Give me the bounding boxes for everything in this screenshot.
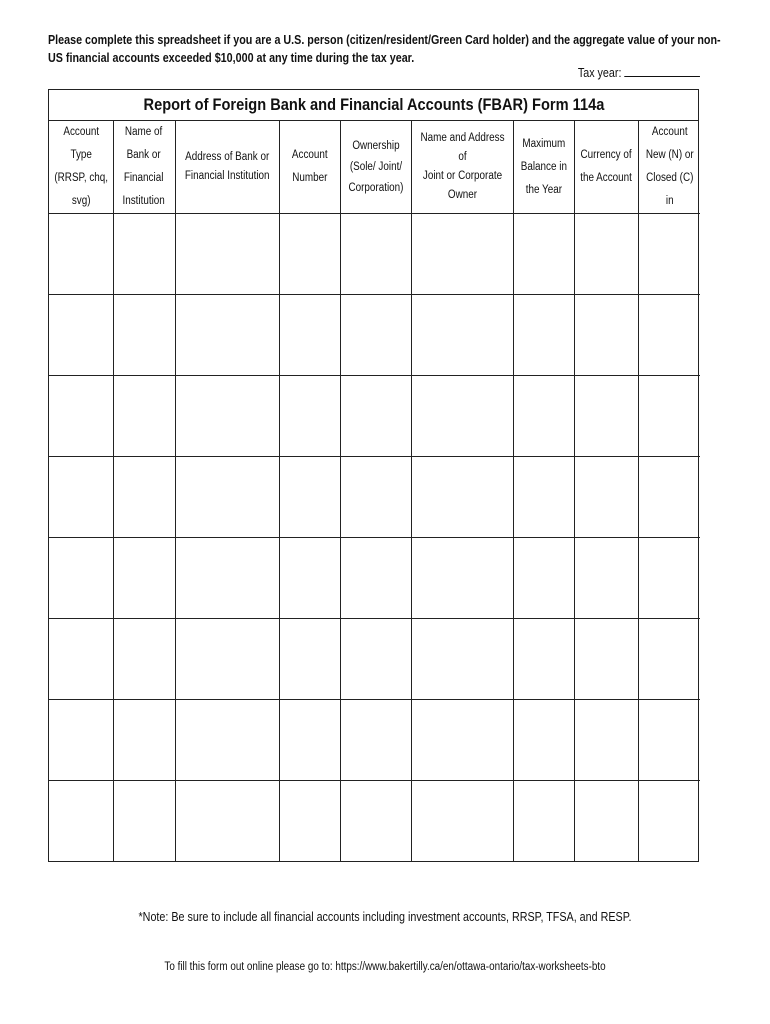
cell-joint-owner[interactable] [411,781,513,862]
cell-new-closed[interactable] [638,214,700,295]
cell-new-closed[interactable] [638,457,700,538]
cell-max-balance[interactable] [513,295,574,376]
cell-ownership[interactable] [340,538,411,619]
cell-account-type[interactable] [49,538,113,619]
table-row [49,619,700,700]
form-title [49,90,698,121]
cell-account-type[interactable] [49,619,113,700]
cell-ownership[interactable] [340,214,411,295]
cell-max-balance[interactable] [513,700,574,781]
cell-account-number[interactable] [279,538,340,619]
cell-new-closed[interactable] [638,700,700,781]
cell-max-balance[interactable] [513,781,574,862]
cell-new-closed[interactable] [638,376,700,457]
cell-account-number[interactable] [279,295,340,376]
cell-max-balance[interactable] [513,538,574,619]
cell-account-number[interactable] [279,214,340,295]
table-row [49,538,700,619]
cell-new-closed[interactable] [638,295,700,376]
cell-bank-address[interactable] [175,457,279,538]
form-title-text: Report of Foreign Bank and Financial Accounts (FBAR) Form 114a [143,95,604,114]
cell-max-balance[interactable] [513,619,574,700]
cell-bank-address[interactable] [175,376,279,457]
cell-account-type[interactable] [49,781,113,862]
table-header-row [49,121,700,214]
cell-bank-name[interactable] [113,295,175,376]
cell-joint-owner[interactable] [411,619,513,700]
cell-currency[interactable] [574,457,638,538]
cell-bank-name[interactable] [113,376,175,457]
col-bank-name: Name of Bank or Financial Institution [113,121,175,214]
cell-bank-name[interactable] [113,538,175,619]
cell-account-type[interactable] [49,295,113,376]
col-max-balance: Maximum Balance in the Year [513,121,574,214]
cell-bank-name[interactable] [113,214,175,295]
cell-max-balance[interactable] [513,457,574,538]
cell-max-balance[interactable] [513,214,574,295]
col-joint-owner: Name and Address of Joint or Corporate Owner [411,121,513,214]
fbar-form [48,89,699,862]
cell-ownership[interactable] [340,619,411,700]
cell-account-number[interactable] [279,781,340,862]
cell-ownership[interactable] [340,781,411,862]
cell-currency[interactable] [574,376,638,457]
cell-account-type[interactable] [49,457,113,538]
cell-bank-name[interactable] [113,781,175,862]
intro-instructions: Please complete this spreadsheet if you are a U.S. person (citizen/resident/Green Card holder) and the aggregate value of your non-US financial accounts exceeded $10,000 at any time during the tax year. [48,33,721,65]
cell-currency[interactable] [574,781,638,862]
col-ownership: Ownership (Sole/ Joint/ Corporation) [340,121,411,214]
col-account-type: Account Type (RRSP, chq, svg) [49,121,113,214]
table-row [49,700,700,781]
cell-new-closed[interactable] [638,538,700,619]
cell-max-balance[interactable] [513,376,574,457]
table-row [49,376,700,457]
cell-bank-address[interactable] [175,214,279,295]
note-text: *Note: Be sure to include all financial accounts including investment accounts, RRSP, TFSA, and RESP. [138,910,632,924]
cell-account-type[interactable] [49,376,113,457]
col-bank-address: Address of Bank or Financial Institution [175,121,279,214]
cell-new-closed[interactable] [638,619,700,700]
col-new-closed: Account New (N) or Closed (C) in [638,121,700,214]
cell-currency[interactable] [574,295,638,376]
cell-bank-name[interactable] [113,457,175,538]
cell-currency[interactable] [574,538,638,619]
cell-account-number[interactable] [279,700,340,781]
cell-ownership[interactable] [340,700,411,781]
cell-joint-owner[interactable] [411,295,513,376]
cell-account-type[interactable] [49,700,113,781]
cell-bank-name[interactable] [113,700,175,781]
cell-account-number[interactable] [279,376,340,457]
accounts-table [49,121,700,861]
cell-bank-address[interactable] [175,538,279,619]
cell-bank-address[interactable] [175,619,279,700]
cell-joint-owner[interactable] [411,214,513,295]
online-link-text[interactable]: To fill this form out online please go to: https://www.bakertilly.ca/en/ottawa-ontario/tax-worksheets-bto [164,961,606,973]
cell-bank-name[interactable] [113,619,175,700]
table-row [49,295,700,376]
tax-year-blank[interactable] [624,64,700,77]
tax-year-label: Tax year: [578,66,622,80]
cell-joint-owner[interactable] [411,700,513,781]
cell-bank-address[interactable] [175,781,279,862]
cell-joint-owner[interactable] [411,376,513,457]
cell-currency[interactable] [574,214,638,295]
tax-year-field[interactable] [578,64,700,80]
table-row [49,457,700,538]
cell-new-closed[interactable] [638,781,700,862]
cell-bank-address[interactable] [175,295,279,376]
cell-bank-address[interactable] [175,700,279,781]
cell-currency[interactable] [574,700,638,781]
cell-ownership[interactable] [340,376,411,457]
cell-joint-owner[interactable] [411,538,513,619]
table-row [49,781,700,862]
col-account-number: Account Number [279,121,340,214]
table-row [49,214,700,295]
cell-account-number[interactable] [279,457,340,538]
cell-joint-owner[interactable] [411,457,513,538]
cell-account-number[interactable] [279,619,340,700]
col-currency: Currency of the Account [574,121,638,214]
cell-ownership[interactable] [340,295,411,376]
cell-account-type[interactable] [49,214,113,295]
cell-currency[interactable] [574,619,638,700]
cell-ownership[interactable] [340,457,411,538]
